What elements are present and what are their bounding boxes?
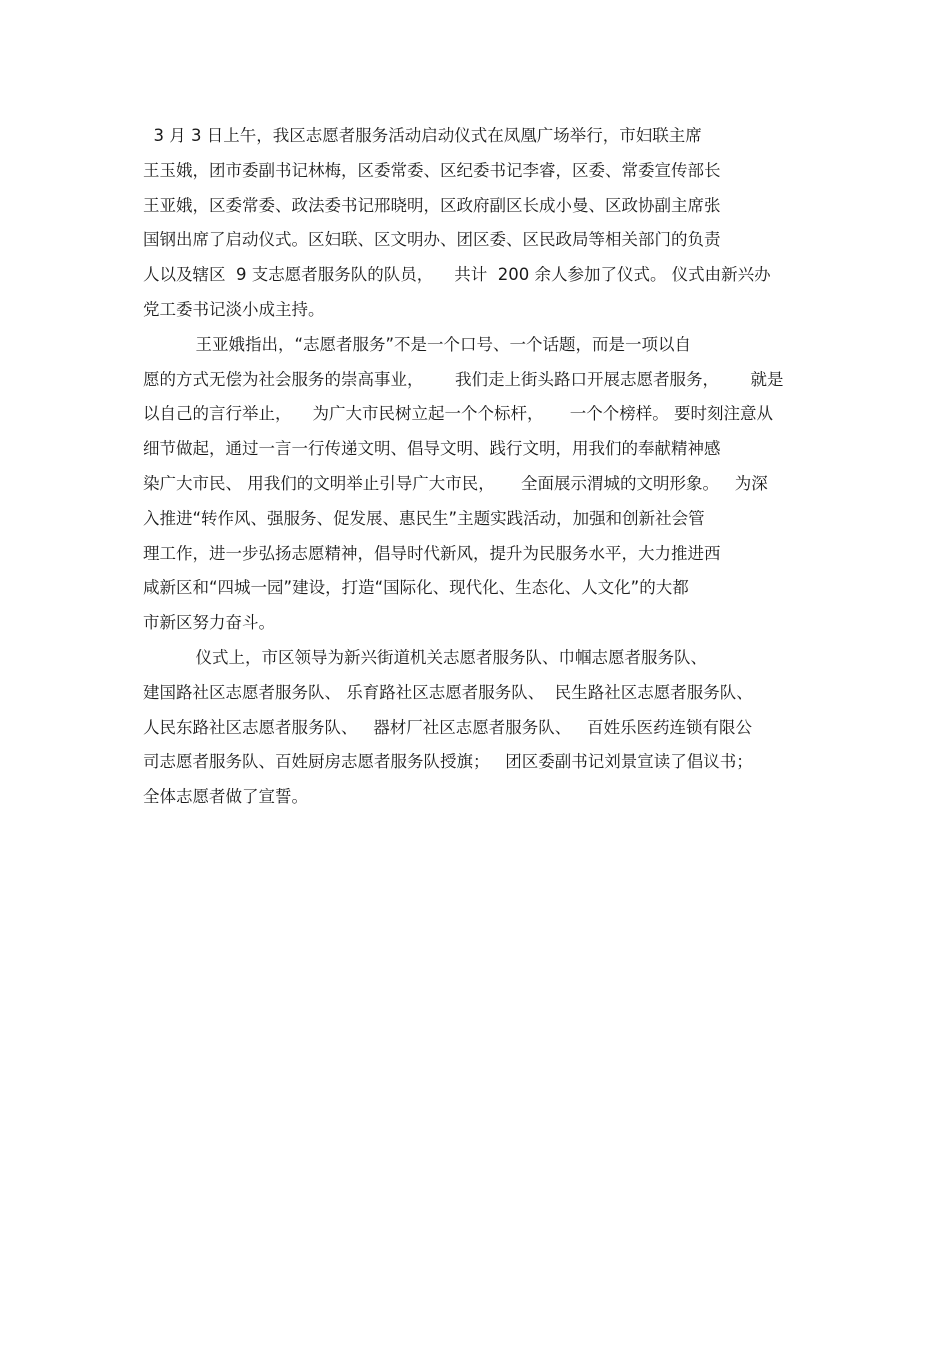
paragraph-flag-presentation [143, 644, 823, 818]
text-line: 咸新区和“四城一园”建设，打造“国际化、现代化、生态化、人文化”的大都 [143, 578, 689, 598]
document-body [143, 122, 823, 818]
text-line: 染广大市民、 用我们的文明举止引导广大市民， 全面展示渭城的文明形象。 为深 [143, 473, 768, 493]
text-line: 入推进“转作风、强服务、促发展、惠民生”主题实践活动，加强和创新社会管 [143, 508, 705, 528]
text-line: 建国路社区志愿者服务队、 乐育路社区志愿者服务队、 民生路社区志愿者服务队、 [143, 682, 753, 702]
text-line: 细节做起，通过一言一行传递文明、倡导文明、践行文明，用我们的奉献精神感 [143, 439, 721, 459]
text-line: 全体志愿者做了宣誓。 [143, 787, 308, 807]
paragraph-speech [143, 331, 823, 644]
text-line: 司志愿者服务队、百姓厨房志愿者服务队授旗； 团区委副书记刘景宣读了倡议书； [143, 752, 753, 772]
text-line: 3 月 3 日上午，我区志愿者服务活动启动仪式在凤凰广场举行，市妇联主席 [143, 126, 702, 145]
text-line: 王亚娥，区委常委、政法委书记邢晓明，区政府副区长成小曼、区政协副主席张 [143, 195, 721, 215]
text-line: 王玉娥，团市委副书记林梅，区委常委、区纪委书记李睿，区委、常委宣传部长 [143, 160, 721, 180]
text-line: 党工委书记淡小成主持。 [143, 299, 325, 319]
text-line: 人民东路社区志愿者服务队、 器材厂社区志愿者服务队、 百姓乐医药连锁有限公 [143, 717, 752, 737]
text-line: 愿的方式无偿为社会服务的崇高事业， 我们走上街头路口开展志愿者服务， 就是 [143, 369, 784, 389]
text-line: 人以及辖区 9 支志愿者服务队的队员， 共计 200 余人参加了仪式。 仪式由新兴办 [143, 265, 771, 285]
paragraph-opening-ceremony [143, 122, 823, 331]
text-line: 仪式上，市区领导为新兴街道机关志愿者服务队、巾帼志愿者服务队、 [143, 647, 707, 667]
text-line: 市新区努力奋斗。 [143, 613, 275, 633]
text-line: 王亚娥指出，“志愿者服务”不是一个口号、一个话题，而是一项以自 [143, 334, 692, 354]
text-line: 以自己的言行举止， 为广大市民树立起一个个标杆， 一个个榜样。 要时刻注意从 [143, 404, 773, 424]
text-line: 理工作，进一步弘扬志愿精神，倡导时代新风，提升为民服务水平，大力推进西 [143, 543, 721, 563]
text-line: 国钢出席了启动仪式。区妇联、区文明办、团区委、区民政局等相关部门的负责 [143, 230, 721, 250]
